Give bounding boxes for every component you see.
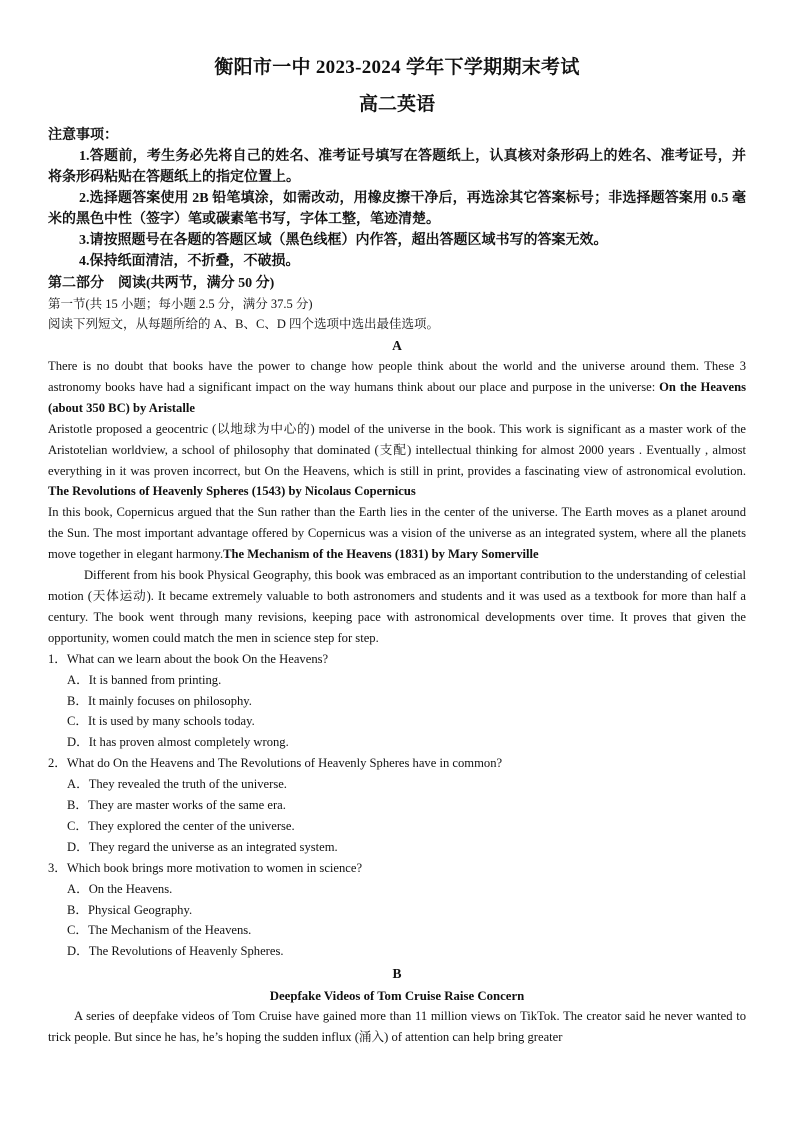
question-3-option-c[interactable]: C．The Mechanism of the Heavens.	[67, 923, 252, 938]
exam-page	[48, 56, 746, 1048]
passage-a-book2	[48, 502, 746, 565]
notice-block	[48, 126, 746, 272]
exam-subject: 高二英语	[358, 94, 435, 115]
question-2-option-c[interactable]: C．They explored the center of the universe.	[67, 818, 295, 833]
book2-title: The Revolutions of Heavenly Spheres (1543) by Nicolaus Copernicus	[48, 484, 416, 499]
question-3-option-b[interactable]: B．Physical Geography.	[67, 902, 193, 917]
question-1-option-b[interactable]: B．It mainly focuses on philosophy.	[67, 693, 252, 708]
book3-title: The Mechanism of the Heavens (1831) by Mary Somerville	[223, 547, 539, 562]
question-2-stem: 2．What do On the Heavens and The Revolutions of Heavenly Spheres have in common?	[48, 756, 503, 771]
notice-heading: 注意事项：	[48, 128, 118, 143]
book3-text: Different from his book Physical Geography, this book was embraced as an important contribution to the understanding of celestial motion (天体运动). It became extremely valuable to both astronomers and students and it was used as a textbook for more than half a century. The book went through many revisions, keeping pace with astronomical developments over time. It proves that given the opportunity, women could match the men in science step for step.	[48, 568, 746, 645]
question-3-stem: 3．Which book brings more motivation to women in science?	[48, 860, 363, 875]
question-3	[48, 858, 746, 963]
question-1-option-c[interactable]: C．It is used by many schools today.	[67, 714, 255, 729]
section1-heading: 第一节(共 15 小题；每小题 2.5 分，满分 37.5 分)	[48, 297, 313, 311]
notice-item-1: 1.答题前，考生务必先将自己的姓名、准考证号填写在答题纸上，认真核对条形码上的姓名、准考证号，并将条形码粘贴在答题纸上的指定位置上。	[48, 149, 746, 185]
passage-b-title: Deepfake Videos of Tom Cruise Raise Concern	[269, 989, 525, 1004]
exam-title: 衡阳市一中 2023-2024 学年下学期期末考试	[214, 57, 580, 78]
question-1-stem: 1．What can we learn about the book On the Heavens?	[48, 651, 329, 666]
passage-a-letter: A	[392, 338, 402, 353]
book1-text: Aristotle proposed a geocentric (以地球为中心的) model of the universe in the book. This work is significant as a master work of the Aristotelian worldview, a school of philosophy that dominated (支配) intellectual thinking for almost 2000 years . Eventually , almost everything in it was proven incorrect, but On the Heavens, which is still in print, provides a fascinating view of astronomical evolution.	[48, 421, 746, 478]
notice-item-3: 3.请按照题号在各题的答题区域（黑色线框）内作答，超出答题区域书写的答案无效。	[79, 233, 608, 248]
question-3-option-d[interactable]: D．The Revolutions of Heavenly Spheres.	[67, 944, 284, 959]
passage-b-letter: B	[392, 966, 402, 982]
question-2	[48, 753, 746, 858]
reading-instruction: 阅读下列短文，从每题所给的 A、B、C、D 四个选项中选出最佳选项。	[48, 317, 439, 331]
question-1-option-d[interactable]: D．It has proven almost completely wrong.	[67, 735, 289, 750]
question-3-option-a[interactable]: A．On the Heavens.	[67, 881, 173, 896]
book1-title: On the Heavens (about 350 BC) by Aristalle	[48, 379, 746, 415]
notice-item-2: 2.选择题答案使用 2B 铅笔填涂，如需改动，用橡皮擦干净后，再选涂其它答案标号；非选择题答案用 0.5 毫米的黑色中性（签字）笔或碳素笔书写，字体工整，笔迹清楚。	[48, 191, 746, 227]
question-2-option-a[interactable]: A．They revealed the truth of the universe.	[67, 777, 287, 792]
passage-a-book1	[48, 419, 746, 503]
question-1	[48, 649, 746, 754]
book2-text: In this book, Copernicus argued that the Sun rather than the Earth lies in the center of the universe. The Earth moves as a planet around the Sun. The most important advantage offered by Copernicus was a vision of the universe as an integrated system, where all the planets move together in elegant harmony.	[48, 505, 746, 562]
question-2-option-b[interactable]: B．They are master works of the same era.	[67, 798, 286, 813]
question-2-option-d[interactable]: D．They regard the universe as an integrated system.	[67, 839, 338, 854]
notice-item-4: 4.保持纸面清洁，不折叠，不破损。	[79, 254, 300, 269]
passage-a-intro-text: There is no doubt that books have the power to change how people think about the world and the universe around them. These 3 astronomy books have had a significant impact on the way humans think about our place and purpose in the universe:	[48, 359, 746, 394]
passage-b-text: A series of deepfake videos of Tom Cruise have gained more than 11 million views on TikTok. The creator said he never wanted to trick people. But since he has, he’s hoping the sudden influx (涌入) of attention can help bring greater	[48, 1009, 746, 1045]
passage-a-intro	[48, 356, 746, 419]
question-1-option-a[interactable]: A．It is banned from printing.	[67, 672, 222, 687]
part2-heading: 第二部分 阅读(共两节，满分 50 分)	[48, 276, 275, 291]
